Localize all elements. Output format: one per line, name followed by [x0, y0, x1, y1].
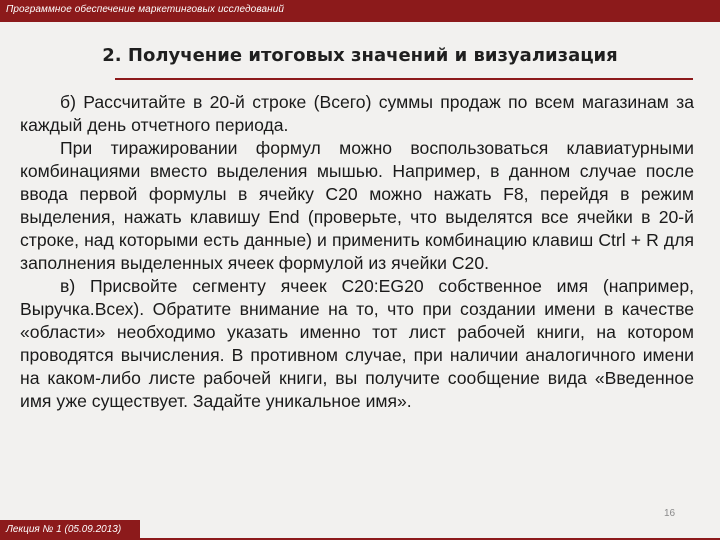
course-title: Программное обеспечение маркетинговых исследований	[6, 4, 285, 15]
footer-bar	[0, 520, 140, 540]
slide-title: 2. Получение итоговых значений и визуализация	[102, 45, 618, 66]
paragraph-c: в) Присвойте сегменту ячеек С20:EG20 собственное имя (например, Выручка.Всех). Обратите внимание на то, что при создании имени в качестве «области» необходимо указать именно тот лист рабочей книги, на котором проводятся вычисления. В противном случае, при наличии аналогичного имени на каком-либо листе рабочей книги, вы получите сообщение вида «Введенное имя уже существует. Задайте уникальное имя».	[20, 276, 694, 411]
slide-body	[20, 91, 694, 413]
lecture-label: Лекция № 1 (05.09.2013)	[6, 524, 122, 535]
paragraph-tip: При тиражировании формул можно воспользоваться клавиатурными комбинациями вместо выделения мышью. Например, в данном случае после ввода первой формулы в ячейку С20 можно нажать F8, перейдя в режим выделения, нажать клавишу End (проверьте, что выделятся все ячейки в 20-й строке, над которыми есть данные) и применить комбинацию клавиш Ctrl + R для заполнения выделенных ячеек формулой из ячейки С20.	[20, 138, 694, 273]
paragraph-b: б) Рассчитайте в 20-й строке (Всего) суммы продаж по всем магазинам за каждый день отчетного периода.	[20, 92, 694, 135]
header-bar	[0, 0, 720, 22]
page-number: 16	[664, 508, 676, 519]
title-divider	[115, 78, 693, 80]
